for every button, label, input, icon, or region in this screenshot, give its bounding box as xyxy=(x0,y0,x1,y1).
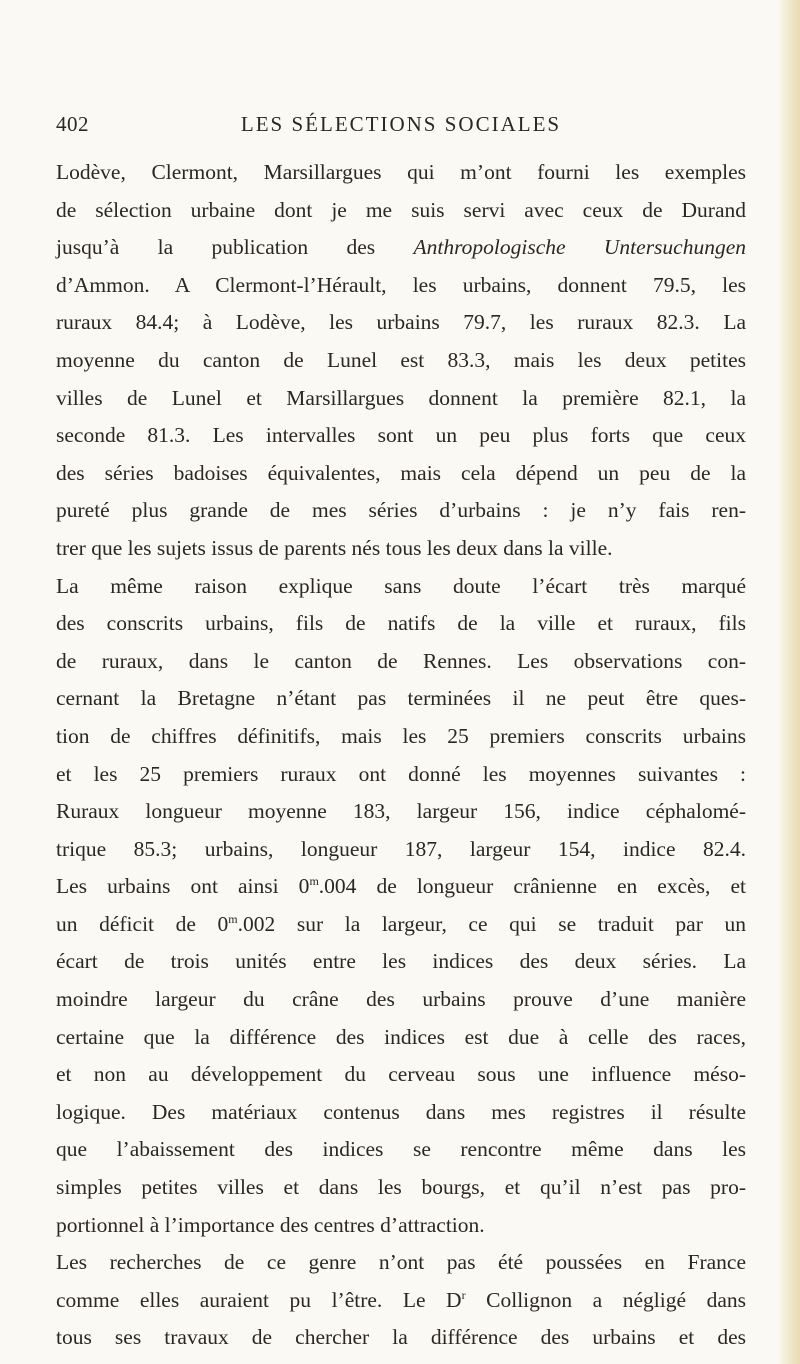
text-line: moindre largeur du crâne des urbains prouve d’une manière xyxy=(56,987,746,1012)
text-line: tous ses travaux de chercher la différence des urbains et des xyxy=(56,1325,746,1350)
text-fragment: Collignon a négligé dans xyxy=(465,1287,746,1312)
text-line: d’Ammon. A Clermont-l’Hérault, les urbains, donnent 79.5, les xyxy=(56,272,746,297)
text-line: écart de trois unités entre les indices des deux séries. La xyxy=(56,949,746,974)
text-line: seconde 81.3. Les intervalles sont un peu plus forts que ceux xyxy=(56,423,746,448)
text-line xyxy=(56,229,746,267)
text-fragment: Les urbains ont ainsi 0 xyxy=(56,874,310,899)
text-line: villes de Lunel et Marsillargues donnent la première 82.1, la xyxy=(56,385,746,410)
text-fragment: .002 sur la largeur, ce qui se traduit par un xyxy=(237,911,746,936)
text-line: et non au développement du cerveau sous une influence méso- xyxy=(56,1062,746,1087)
text-line: simples petites villes et dans les bourgs, et qu’il n’est pas pro- xyxy=(56,1175,746,1200)
text-line: de sélection urbaine dont je me suis servi avec ceux de Durand xyxy=(56,197,746,222)
running-head: LES SÉLECTIONS SOCIALES xyxy=(240,112,562,136)
text-line: Lodève, Clermont, Marsillargues qui m’ont fourni les exemples xyxy=(56,160,746,184)
text-fragment: jusqu’à la publication des xyxy=(56,235,414,260)
unit-superscript: m xyxy=(228,911,238,926)
text-line: logique. Des matériaux contenus dans mes registres il résulte xyxy=(56,1099,746,1124)
text-line: La même raison explique sans doute l’écart très marqué xyxy=(56,573,746,598)
unit-superscript: m xyxy=(309,874,319,889)
page-number: 402 xyxy=(56,112,89,136)
text-fragment: un déficit de 0 xyxy=(56,911,229,936)
body-text xyxy=(56,154,746,1357)
text-line: trique 85.3; urbains, longueur 187, largeur 154, indice 82.4. xyxy=(56,836,746,861)
text-line: pureté plus grande de mes séries d’urbains : je n’y fais ren- xyxy=(56,498,746,523)
text-line xyxy=(56,906,746,944)
text-line: des séries badoises équivalentes, mais cela dépend un peu de la xyxy=(56,460,746,485)
text-line: cernant la Bretagne n’étant pas terminées il ne peut être ques- xyxy=(56,686,746,711)
text-line: Les recherches de ce genre n’ont pas été poussées en France xyxy=(56,1250,746,1275)
text-line: certaine que la différence des indices est due à celle des races, xyxy=(56,1024,746,1049)
text-line: trer que les sujets issus de parents nés tous les deux dans la ville. xyxy=(56,535,613,560)
text-line xyxy=(56,868,746,906)
text-line: moyenne du canton de Lunel est 83.3, mais les deux petites xyxy=(56,347,746,372)
text-line xyxy=(56,1282,746,1320)
text-line: de ruraux, dans le canton de Rennes. Les observations con- xyxy=(56,648,746,673)
page-edge-shadow xyxy=(778,0,800,1364)
text-line: que l’abaissement des indices se rencontre même dans les xyxy=(56,1137,746,1162)
text-line: et les 25 premiers ruraux ont donné les moyennes suivantes : xyxy=(56,761,746,786)
text-line: Ruraux longueur moyenne 183, largeur 156, indice céphalomé- xyxy=(56,799,746,824)
text-line: des conscrits urbains, fils de natifs de la ville et ruraux, fils xyxy=(56,611,746,636)
book-title: Anthropologische Untersuchungen xyxy=(413,235,747,260)
text-line: tion de chiffres définitifs, mais les 25 premiers conscrits urbains xyxy=(56,723,746,748)
page-header xyxy=(56,112,746,146)
text-fragment: .004 de longueur crânienne en excès, et xyxy=(318,874,747,899)
text-line: portionnel à l’importance des centres d’attraction. xyxy=(56,1212,485,1237)
text-fragment: comme elles auraient pu l’être. Le D xyxy=(56,1287,462,1312)
text-line: ruraux 84.4; à Lodève, les urbains 79.7, les ruraux 82.3. La xyxy=(56,310,746,335)
title-superscript: r xyxy=(461,1287,466,1302)
